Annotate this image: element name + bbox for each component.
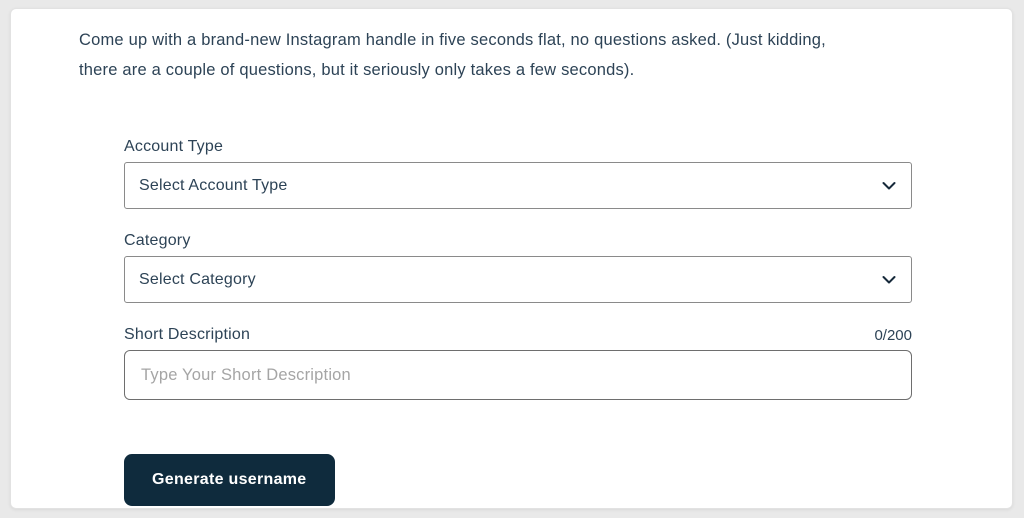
intro-text-line2: there are a couple of questions, but it seriously only takes a few seconds).: [79, 61, 635, 79]
account-type-label: Account Type: [124, 138, 224, 155]
short-description-label-row: [124, 325, 912, 344]
short-description-input[interactable]: [124, 350, 912, 400]
account-type-field: [124, 137, 912, 209]
category-label: Category: [124, 232, 191, 249]
intro-text: [79, 25, 942, 85]
generate-username-button[interactable]: Generate username: [124, 454, 335, 506]
category-field: [124, 231, 912, 303]
username-generator-card: [10, 8, 1013, 509]
short-description-label: Short Description: [124, 326, 251, 343]
category-select[interactable]: [124, 256, 912, 303]
intro-text-line1: Come up with a brand-new Instagram handle in five seconds flat, no questions asked. (Just kidding,: [79, 31, 826, 49]
short-description-field: [124, 325, 912, 400]
account-type-select[interactable]: [124, 162, 912, 209]
username-generator-form: [124, 137, 912, 506]
char-counter: 0/200: [874, 327, 912, 344]
category-select-wrap: [124, 256, 912, 303]
account-type-select-wrap: [124, 162, 912, 209]
